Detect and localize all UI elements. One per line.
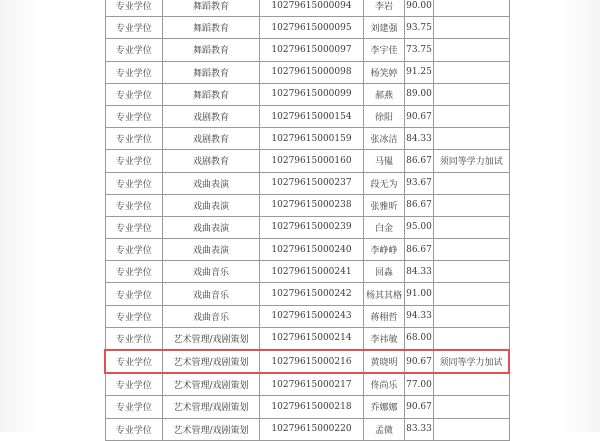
- cell-score: 83.33: [405, 418, 434, 440]
- cell-student-name: 李宇佳: [364, 39, 405, 61]
- cell-exam-id: 10279615000214: [260, 327, 364, 350]
- cell-score: 95.00: [405, 216, 434, 238]
- cell-student-name: 回淼: [364, 261, 405, 283]
- cell-note: [434, 261, 510, 283]
- cell-score: 93.67: [405, 172, 434, 194]
- cell-student-name: 徐阳: [364, 105, 405, 127]
- table-row: [105, 39, 509, 61]
- cell-student-name: 李祎敏: [364, 327, 405, 350]
- cell-major: 戏曲表演: [163, 194, 260, 216]
- cell-student-name: 白金: [364, 216, 405, 238]
- cell-major: 艺术管理/戏剧策划: [163, 396, 260, 418]
- cell-note: [434, 61, 510, 83]
- cell-degree-type: 专业学位: [105, 261, 163, 283]
- cell-exam-id: 10279615000217: [260, 373, 364, 396]
- cell-score: 91.00: [405, 283, 434, 305]
- table-row: [105, 150, 509, 172]
- cell-exam-id: 10279615000095: [260, 17, 364, 39]
- table-body: [105, 0, 509, 440]
- cell-exam-id: 10279615000237: [260, 172, 364, 194]
- table-row: [105, 105, 509, 127]
- cell-student-name: 张冰洁: [364, 128, 405, 150]
- cell-score: 86.67: [405, 150, 434, 172]
- cell-exam-id: 10279615000097: [260, 39, 364, 61]
- cell-degree-type: 专业学位: [105, 418, 163, 440]
- cell-degree-type: 专业学位: [105, 150, 163, 172]
- table-row: [105, 61, 509, 83]
- cell-exam-id: 10279615000240: [260, 239, 364, 261]
- cell-note: 须同等学力加试: [434, 350, 510, 373]
- cell-major: 舞蹈教育: [163, 0, 260, 17]
- cell-student-name: 马韫: [364, 150, 405, 172]
- cell-student-name: 李岩: [364, 0, 405, 17]
- cell-major: 戏曲表演: [163, 216, 260, 238]
- cell-major: 戏剧教育: [163, 128, 260, 150]
- cell-major: 戏剧教育: [163, 105, 260, 127]
- cell-student-name: 乔娜娜: [364, 396, 405, 418]
- table-row: [105, 283, 509, 305]
- table-row: [105, 194, 509, 216]
- cell-score: 68.00: [405, 327, 434, 350]
- cell-student-name: 蒋栩哲: [364, 305, 405, 327]
- cell-student-name: 佟尚乐: [364, 373, 405, 396]
- cell-student-name: 杨其其格: [364, 283, 405, 305]
- cell-student-name: 李峥峥: [364, 239, 405, 261]
- cell-degree-type: 专业学位: [105, 396, 163, 418]
- cell-exam-id: 10279615000159: [260, 128, 364, 150]
- cell-degree-type: 专业学位: [105, 216, 163, 238]
- cell-exam-id: 10279615000238: [260, 194, 364, 216]
- table-row: [105, 261, 509, 283]
- cell-major: 戏曲表演: [163, 239, 260, 261]
- cell-score: 73.75: [405, 39, 434, 61]
- cell-major: 舞蹈教育: [163, 83, 260, 105]
- cell-note: [434, 239, 510, 261]
- cell-degree-type: 专业学位: [105, 305, 163, 327]
- cell-major: 艺术管理/戏剧策划: [163, 373, 260, 396]
- cell-exam-id: 10279615000094: [260, 0, 364, 17]
- table-row: [105, 83, 509, 105]
- cell-score: 90.00: [405, 0, 434, 17]
- cell-major: 舞蹈教育: [163, 61, 260, 83]
- cell-major: 戏曲音乐: [163, 261, 260, 283]
- cell-degree-type: 专业学位: [105, 83, 163, 105]
- table-row: [105, 172, 509, 194]
- table-row: [105, 17, 509, 39]
- cell-degree-type: 专业学位: [105, 373, 163, 396]
- cell-degree-type: 专业学位: [105, 17, 163, 39]
- cell-exam-id: 10279615000160: [260, 150, 364, 172]
- cell-note: [434, 396, 510, 418]
- cell-note: 须同等学力加试: [434, 150, 510, 172]
- cell-score: 89.00: [405, 83, 434, 105]
- cell-student-name: 张雅昕: [364, 194, 405, 216]
- cell-degree-type: 专业学位: [105, 39, 163, 61]
- cell-note: [434, 216, 510, 238]
- cell-score: 90.67: [405, 105, 434, 127]
- cell-student-name: 郝燕: [364, 83, 405, 105]
- cell-note: [434, 0, 510, 17]
- cell-note: [434, 105, 510, 127]
- cell-major: 舞蹈教育: [163, 39, 260, 61]
- cell-exam-id: 10279615000242: [260, 283, 364, 305]
- cell-score: 94.33: [405, 305, 434, 327]
- cell-exam-id: 10279615000154: [260, 105, 364, 127]
- cell-major: 戏曲音乐: [163, 283, 260, 305]
- cell-student-name: 段无为: [364, 172, 405, 194]
- cell-exam-id: 10279615000099: [260, 83, 364, 105]
- cell-major: 舞蹈教育: [163, 17, 260, 39]
- cell-exam-id: 10279615000098: [260, 61, 364, 83]
- cell-degree-type: 专业学位: [105, 105, 163, 127]
- table-row: [105, 216, 509, 238]
- cell-degree-type: 专业学位: [105, 283, 163, 305]
- cell-exam-id: 10279615000239: [260, 216, 364, 238]
- table-row-highlighted: [105, 350, 509, 373]
- table-row: [105, 239, 509, 261]
- cell-major: 艺术管理/戏剧策划: [163, 350, 260, 373]
- table-row: [105, 327, 509, 350]
- cell-score: 84.33: [405, 261, 434, 283]
- cell-note: [434, 39, 510, 61]
- cell-degree-type: 专业学位: [105, 239, 163, 261]
- table-row: [105, 373, 509, 396]
- table-row: [105, 128, 509, 150]
- cell-major: 戏曲表演: [163, 172, 260, 194]
- cell-degree-type: 专业学位: [105, 194, 163, 216]
- cell-student-name: 杨笑婷: [364, 61, 405, 83]
- cell-degree-type: 专业学位: [105, 350, 163, 373]
- cell-note: [434, 194, 510, 216]
- cell-student-name: 孟微: [364, 418, 405, 440]
- table-row: [105, 418, 509, 440]
- cell-score: 91.25: [405, 61, 434, 83]
- cell-note: [434, 283, 510, 305]
- cell-exam-id: 10279615000216: [260, 350, 364, 373]
- cell-student-name: 黄晓明: [364, 350, 405, 373]
- cell-major: 戏剧教育: [163, 150, 260, 172]
- cell-degree-type: 专业学位: [105, 128, 163, 150]
- cell-student-name: 刘建强: [364, 17, 405, 39]
- table-row: [105, 0, 509, 17]
- admission-list-table: [104, 0, 510, 441]
- cell-note: [434, 17, 510, 39]
- cell-note: [434, 172, 510, 194]
- cell-score: 90.67: [405, 396, 434, 418]
- cell-exam-id: 10279615000243: [260, 305, 364, 327]
- cell-degree-type: 专业学位: [105, 172, 163, 194]
- table-row: [105, 305, 509, 327]
- cell-score: 86.67: [405, 194, 434, 216]
- cell-score: 90.67: [405, 350, 434, 373]
- cell-exam-id: 10279615000218: [260, 396, 364, 418]
- cell-score: 84.33: [405, 128, 434, 150]
- cell-score: 93.75: [405, 17, 434, 39]
- cell-note: [434, 305, 510, 327]
- cell-major: 艺术管理/戏剧策划: [163, 327, 260, 350]
- cell-major: 艺术管理/戏剧策划: [163, 418, 260, 440]
- table-row: [105, 396, 509, 418]
- cell-note: [434, 128, 510, 150]
- cell-score: 86.67: [405, 239, 434, 261]
- cell-degree-type: 专业学位: [105, 327, 163, 350]
- cell-note: [434, 327, 510, 350]
- cell-note: [434, 418, 510, 440]
- cell-degree-type: 专业学位: [105, 61, 163, 83]
- cell-note: [434, 373, 510, 396]
- cell-major: 戏曲音乐: [163, 305, 260, 327]
- cell-degree-type: 专业学位: [105, 0, 163, 17]
- cell-exam-id: 10279615000241: [260, 261, 364, 283]
- cell-score: 77.00: [405, 373, 434, 396]
- cell-note: [434, 83, 510, 105]
- cell-exam-id: 10279615000220: [260, 418, 364, 440]
